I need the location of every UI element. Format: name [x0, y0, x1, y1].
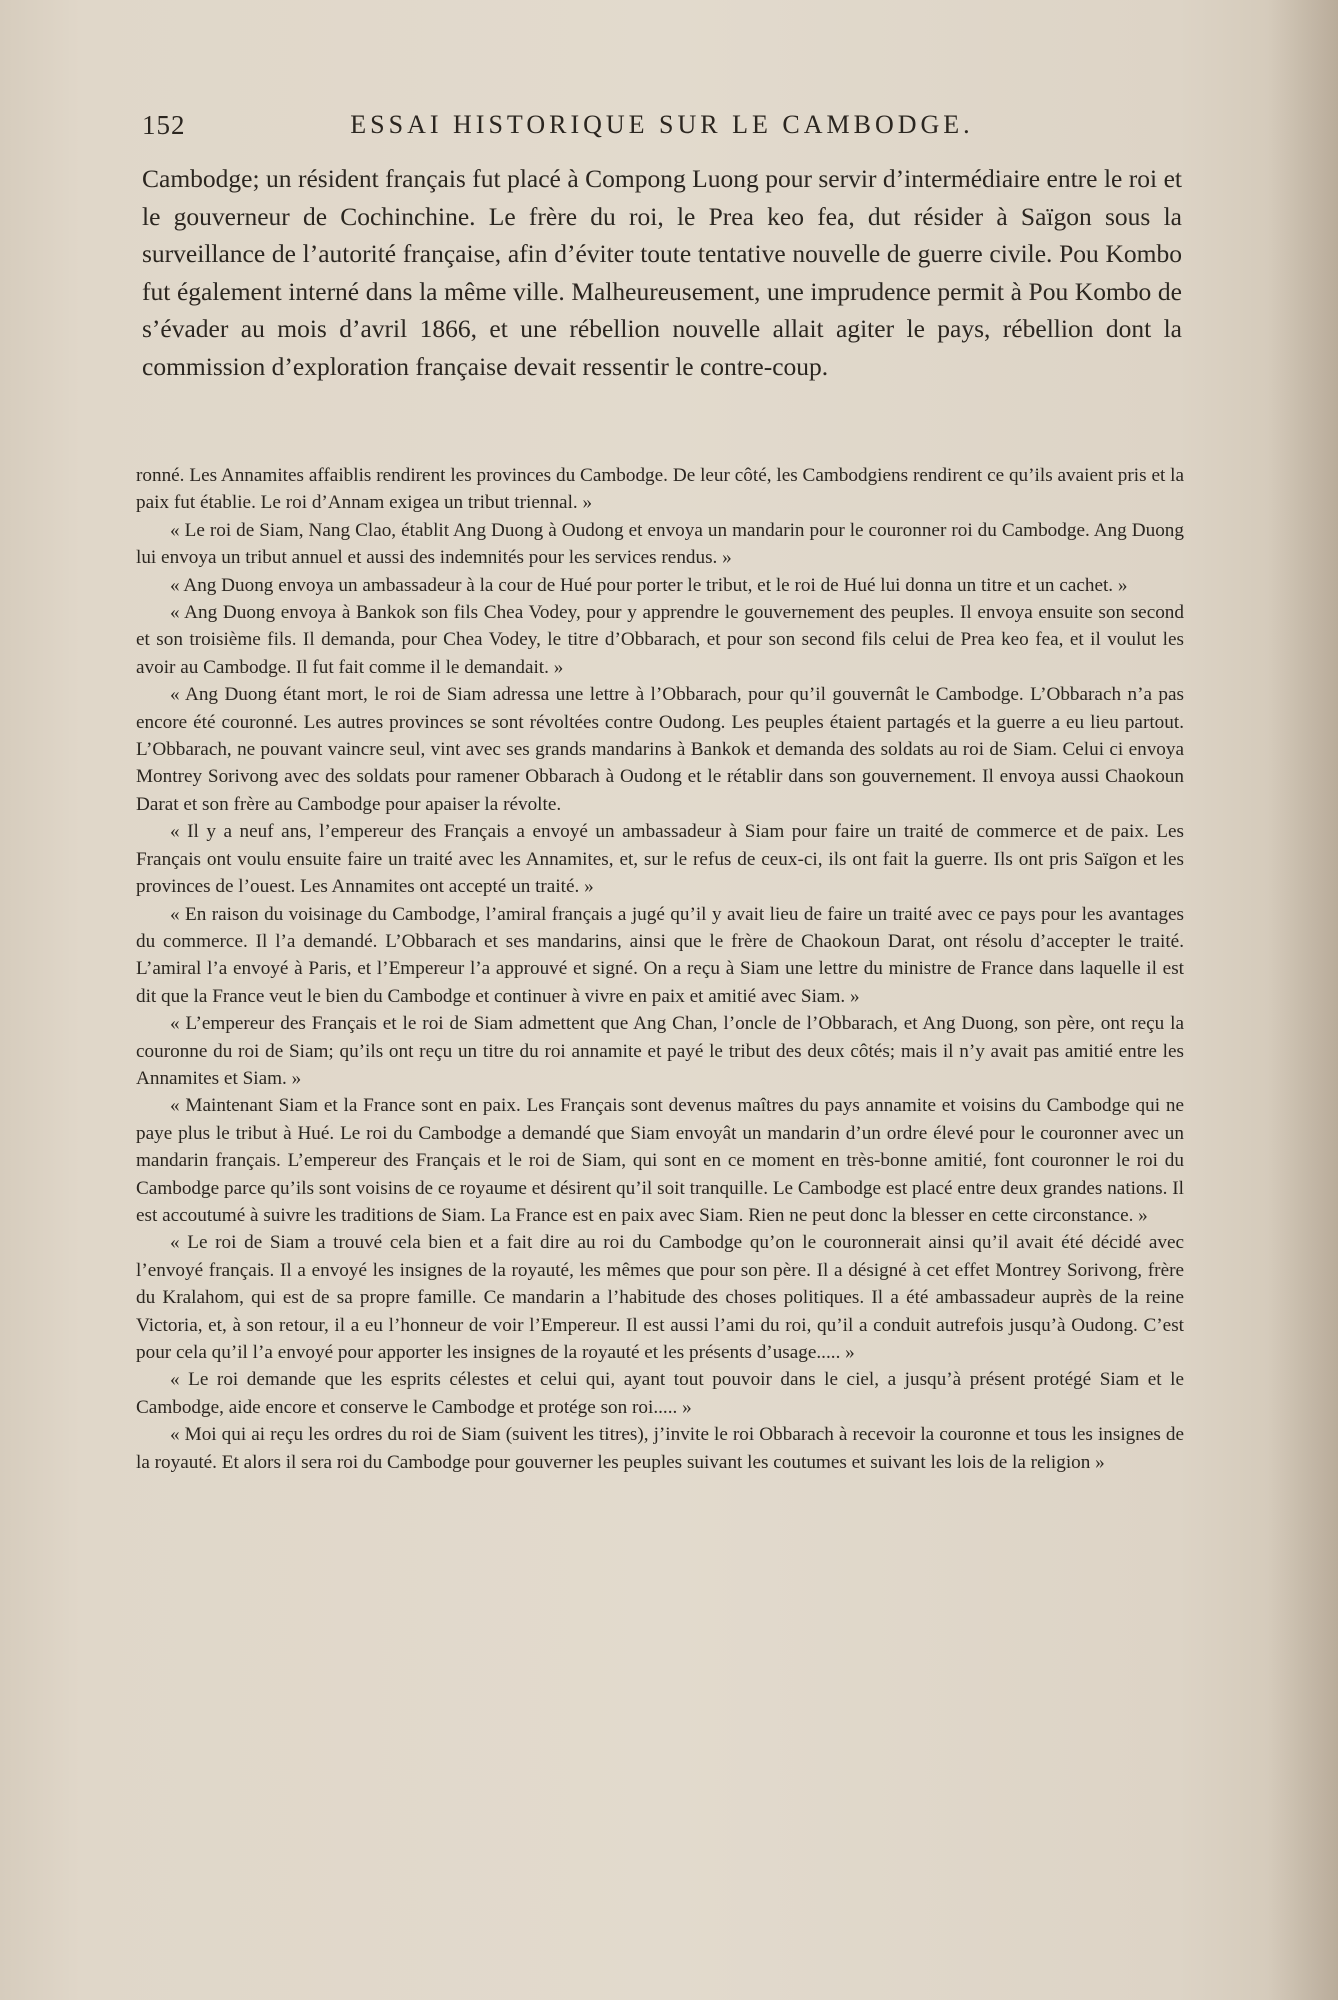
- note-paragraph: « Ang Duong envoya à Bankok son fils Chea Vodey, pour y apprendre le gouvernement des peuples. Il envoya ensuite son second et son troisième fils. Il demanda, pour Chea Vodey, le titre d’Obbarach, et pour son second fils celui de Prea keo fea, et il voulut les avoir au Cambodge. Il fut fait comme il le demandait. »: [136, 602, 1184, 678]
- page-number: 152: [142, 110, 186, 140]
- note-paragraph: « Ang Duong envoya un ambassadeur à la cour de Hué pour porter le tribut, et le roi de Hué lui donna un titre et un cachet. »: [170, 574, 1128, 596]
- main-paragraph: Cambodge; un résident français fut placé à Compong Luong pour servir d’intermédiaire entre le roi et le gouverneur de Cochinchine. Le frère du roi, le Prea keo fea, dut résider à Saïgon sous la surveillance de l’autorité française, afin d’éviter toute tentative nouvelle de guerre civile. Pou Kombo fut également interné dans la même ville. Malheureusement, une imprudence permit à Pou Kombo de s’évader au mois d’avril 1866, et une rébellion nouvelle allait agiter le pays, rébellion dont la commission d’exploration française devait ressentir le contre-coup.: [142, 164, 1182, 381]
- note-paragraph: « Moi qui ai reçu les ordres du roi de Siam (suivent les titres), j’invite le roi Obbarach à recevoir la couronne et tous les insignes de la royauté. Et alors il sera roi du Cambodge pour gouverner les peuples suivant les coutumes et suivant les lois de la religion »: [136, 1424, 1184, 1473]
- note-paragraph: « En raison du voisinage du Cambodge, l’amiral français a jugé qu’il y avait lieu de faire un traité avec ce pays pour les avantages du commerce. Il l’a demandé. L’Obbarach et ses mandarins, ainsi que le frère de Chaokoun Darat, ont résolu d’accepter le traité. L’amiral l’a envoyé à Paris, et l’Empereur l’a approuvé et signé. On a reçu à Siam une lettre du ministre de France dans laquelle il est dit que la France veut le bien du Cambodge et continuer à vivre en paix et amitié avec Siam. »: [136, 903, 1184, 1007]
- note-paragraph: « Maintenant Siam et la France sont en paix. Les Français sont devenus maîtres du pays annamite et voisins du Cambodge qui ne paye plus le tribut à Hué. Le roi du Cambodge a demandé que Siam envoyât un mandarin d’un ordre élevé pour le couronner avec un mandarin français. L’empereur des Français et le roi de Siam, qui sont en ce moment en très-bonne amitié, font couronner le roi du Cambodge parce qu’ils sont voisins de ce royaume et désirent qu’il soit tranquille. Le Cambodge est placé entre deux grandes nations. Il est accoutumé à suivre les traditions de Siam. La France est en paix avec Siam. Rien ne peut donc la blesser en cette circonstance. »: [136, 1095, 1184, 1226]
- note-paragraph: « Ang Duong étant mort, le roi de Siam adressa une lettre à l’Obbarach, pour qu’il gouvernât le Cambodge. L’Obbarach n’a pas encore été couronné. Les autres provinces se sont révoltées contre Oudong. Les peuples étaient partagés et la guerre a eu lieu partout. L’Obbarach, ne pouvant vaincre seul, vint avec ses grands mandarins à Bankok et demanda des soldats au roi de Siam. Celui ci envoya Montrey Sorivong avec des soldats pour ramener Obbarach à Oudong et le rétablir dans son gouvernement. Il envoya aussi Chaokoun Darat et son frère au Cambodge pour apaiser la révolte.: [136, 684, 1184, 815]
- page-edge-shadow: [1268, 0, 1338, 2000]
- note-paragraph: « Il y a neuf ans, l’empereur des Français a envoyé un ambassadeur à Siam pour faire un traité de commerce et de paix. Les Français ont voulu ensuite faire un traité avec les Annamites, et, sur le refus de ceux-ci, ils ont fait la guerre. Ils ont pris Saïgon et les provinces de l’ouest. Les Annamites ont accepté un traité. »: [136, 821, 1184, 898]
- note-paragraph: ronné. Les Annamites affaiblis rendirent les provinces du Cambodge. De leur côté, les Cambodgiens rendirent ce qu’ils avaient pris et la paix fut établie. Le roi d’Annam exigea un tribut triennal. »: [136, 465, 1184, 514]
- note-paragraph: « Le roi de Siam a trouvé cela bien et a fait dire au roi du Cambodge qu’on le couronnerait ainsi qu’il avait été décidé avec l’envoyé français. Il a envoyé les insignes de la royauté, les mêmes que pour son père. Il a désigné à cet effet Montrey Sorivong, frère du Kralahom, qui est de sa propre famille. Ce mandarin a l’habitude des choses politiques. Il a été ambassadeur auprès de la reine Victoria, et, à son retour, il a eu l’honneur de voir l’Empereur. Il est aussi l’ami du roi, qu’il a conduit autrefois jusqu’à Oudong. C’est pour cela qu’il l’a envoyé pour apporter les insignes de la royauté et les présents d’usage..... »: [136, 1232, 1184, 1363]
- main-text-block: [142, 160, 1182, 386]
- running-title: ESSAI HISTORIQUE SUR LE CAMBODGE.: [350, 110, 974, 139]
- notes-block: [136, 462, 1184, 1476]
- page-header: [142, 110, 1182, 150]
- note-paragraph: « L’empereur des Français et le roi de Siam admettent que Ang Chan, l’oncle de l’Obbarach, et Ang Duong, son père, ont reçu la couronne du roi de Siam; qu’ils ont reçu un titre du roi annamite et payé le tribut des deux côtés; mais il n’y avait pas amitié entre les Annamites et Siam. »: [136, 1013, 1184, 1089]
- note-paragraph: « Le roi demande que les esprits célestes et celui qui, ayant tout pouvoir dans le ciel, a jusqu’à présent protégé Siam et le Cambodge, aide encore et conserve le Cambodge et protége son roi..... »: [136, 1369, 1184, 1418]
- note-paragraph: « Le roi de Siam, Nang Clao, établit Ang Duong à Oudong et envoya un mandarin pour le couronner roi du Cambodge. Ang Duong lui envoya un tribut annuel et aussi des indemnités pour les services rendus. »: [136, 519, 1184, 569]
